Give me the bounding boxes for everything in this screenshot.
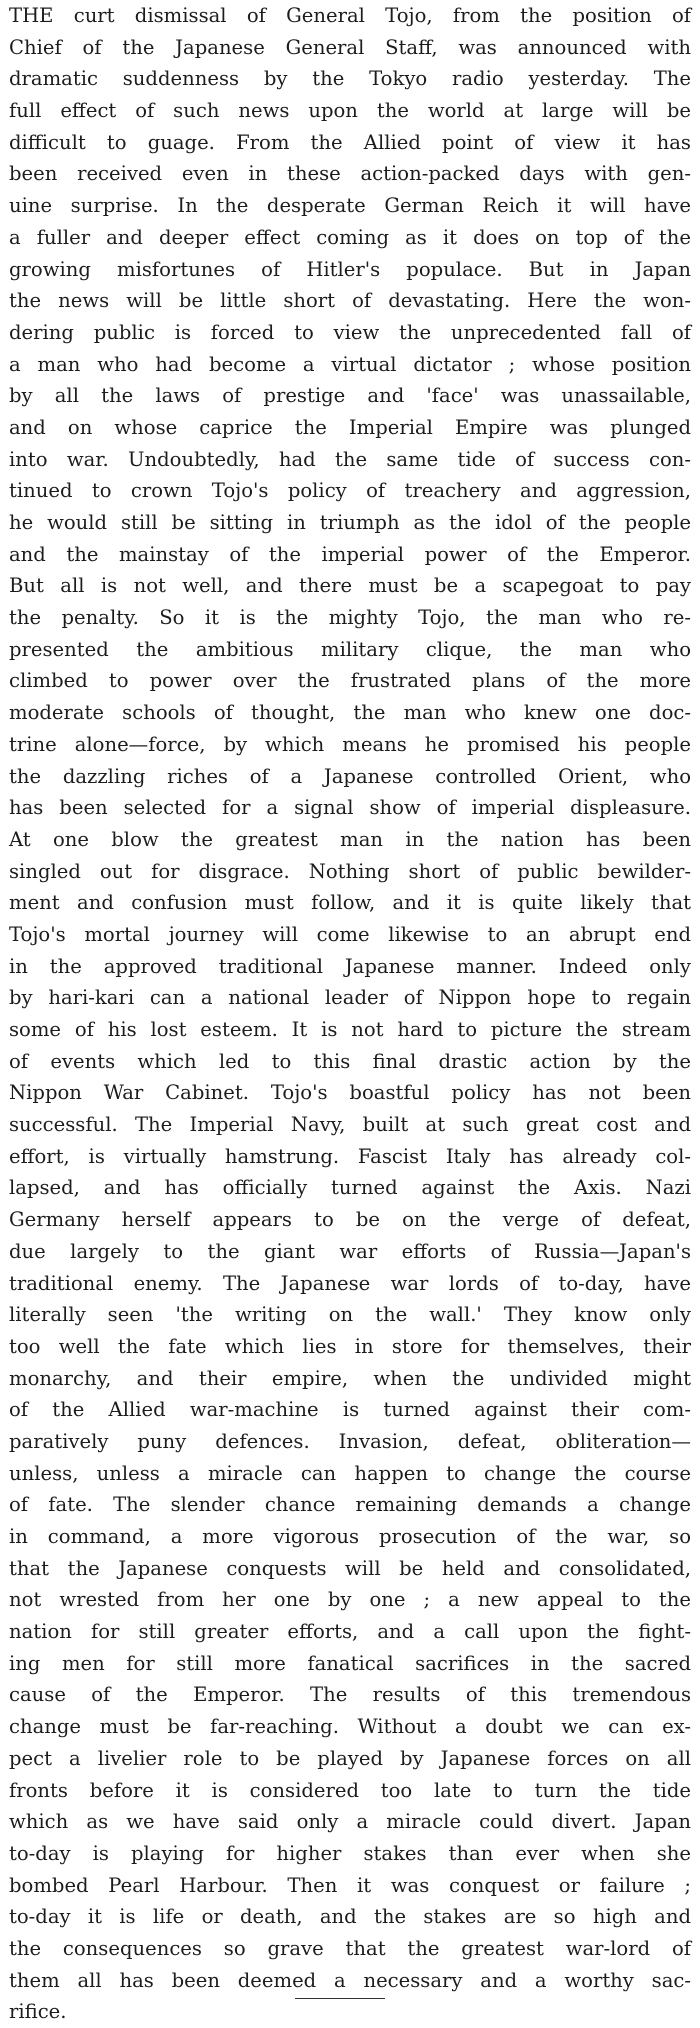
article-line: difficult to guage. From the Allied point of view it has	[9, 130, 691, 154]
article-line: trine alone—force, by which means he promised his people	[9, 732, 691, 756]
article-line: THE curt dismissal of General Tojo, from the position of	[9, 4, 691, 27]
article-line: monarchy, and their empire, when the undivided might	[9, 1366, 691, 1390]
article-line: into war. Undoubtedly, had the same tide of success con-	[9, 447, 691, 471]
article-line: not wrested from her one by one ; a new appeal to the	[9, 1588, 691, 1612]
article-line: tinued to crown Tojo's policy of treachery and aggression,	[9, 479, 691, 503]
article-line: unless, unless a miracle can happen to change the course	[9, 1461, 691, 1485]
article-line: in command, a more vigorous prosecution of the war, so	[9, 1525, 691, 1548]
article-line: too well the fate which lies in store for themselves, their	[9, 1334, 691, 1358]
article-line: the consequences so grave that the greatest war-lord of	[9, 1936, 691, 1960]
article-line: of fate. The slender chance remaining demands a change	[9, 1493, 691, 1517]
article-line: nation for still greater efforts, and a call upon the fight-	[9, 1620, 691, 1644]
closing-rule	[295, 1998, 385, 1999]
article-line: the penalty. So it is the mighty Tojo, the man who re-	[9, 606, 691, 630]
article-line: and the mainstay of the imperial power of the Emperor.	[9, 542, 691, 566]
article-line: the dazzling riches of a Japanese controlled Orient, who	[9, 764, 691, 788]
article-line: dering public is forced to view the unprecedented fall of	[9, 320, 691, 344]
article-line: them all has been deemed a necessary and a worthy sac-	[9, 1968, 691, 1992]
article-line: of the Allied war-machine is turned against their com-	[9, 1398, 691, 1422]
article-line: singled out for disgrace. Nothing short of public bewilder-	[9, 859, 691, 883]
article-line: literally seen 'the writing on the wall.' They know only	[9, 1303, 691, 1327]
article-line: bombed Pearl Harbour. Then it was conquest or failure ;	[9, 1873, 691, 1897]
article-line: ing men for still more fanatical sacrifices in the sacred	[9, 1651, 691, 1675]
article-line: full effect of such news upon the world at large will be	[9, 99, 691, 123]
article-line: fronts before it is considered too late to turn the tide	[9, 1778, 691, 1802]
article-line: has been selected for a signal show of imperial displeasure.	[9, 796, 691, 820]
article-line: due largely to the giant war efforts of Russia—Japan's	[9, 1239, 691, 1263]
article-line: of events which led to this final drastic action by the	[9, 1049, 691, 1073]
article-line: a man who had become a virtual dictator ; whose position	[9, 352, 691, 376]
article-line: paratively puny defences. Invasion, defeat, obliteration—	[9, 1429, 691, 1453]
article-line: traditional enemy. The Japanese war lords of to-day, have	[9, 1271, 691, 1295]
article-line: effort, is virtually hamstrung. Fascist Italy has already col-	[9, 1144, 691, 1168]
article-line: been received even in these action-packed days with gen-	[9, 162, 691, 186]
article-line: ment and confusion must follow, and it is quite likely that	[9, 891, 691, 915]
article-line: dramatic suddenness by the Tokyo radio yesterday. The	[9, 67, 691, 91]
article-line: Germany herself appears to be on the verge of defeat,	[9, 1208, 691, 1232]
article-line: by all the laws of prestige and 'face' was unassailable,	[9, 384, 691, 408]
article-line: pect a livelier role to be played by Japanese forces on all	[9, 1746, 691, 1770]
article-line: rifice.	[9, 2000, 67, 2024]
article-line: a fuller and deeper effect coming as it does on top of the	[9, 225, 691, 249]
article-line: to-day it is life or death, and the stakes are so high and	[9, 1905, 691, 1929]
article-line: Nippon War Cabinet. Tojo's boastful policy has not been	[9, 1081, 691, 1105]
article-line: Chief of the Japanese General Staff, was announced with	[9, 35, 691, 59]
article-line: which as we have said only a miracle could divert. Japan	[9, 1810, 691, 1834]
article-line: uine surprise. In the desperate German Reich it will have	[9, 194, 691, 218]
article-line: and on whose caprice the Imperial Empire was plunged	[9, 415, 691, 439]
article-line: Tojo's mortal journey will come likewise to an abrupt end	[9, 922, 691, 946]
article-line: At one blow the greatest man in the nation has been	[9, 827, 691, 851]
article-line: by hari-kari can a national leader of Nippon hope to regain	[9, 986, 691, 1010]
article-line: he would still be sitting in triumph as the idol of the people	[9, 511, 691, 534]
article-line: presented the ambitious military clique, the man who	[9, 637, 691, 661]
article-line: cause of the Emperor. The results of this tremendous	[9, 1683, 691, 1707]
article-line: in the approved traditional Japanese manner. Indeed only	[9, 954, 691, 978]
article-line: lapsed, and has officially turned against the Axis. Nazi	[9, 1176, 691, 1200]
article-line: But all is not well, and there must be a scapegoat to pay	[9, 574, 691, 598]
article-line: the news will be little short of devastating. Here the won-	[9, 289, 691, 313]
article-line: change must be far-reaching. Without a doubt we can ex-	[9, 1715, 691, 1739]
article-line: that the Japanese conquests will be held and consolidated,	[9, 1556, 691, 1580]
article-line: growing misfortunes of Hitler's populace. But in Japan	[9, 257, 691, 281]
article-line: climbed to power over the frustrated plans of the more	[9, 669, 691, 693]
article-line: to-day is playing for higher stakes than ever when she	[9, 1841, 691, 1865]
article-line: moderate schools of thought, the man who knew one doc-	[9, 701, 691, 725]
article-line: successful. The Imperial Navy, built at such great cost and	[9, 1113, 691, 1137]
article-body	[9, 0, 691, 2028]
article-line: some of his lost esteem. It is not hard to picture the stream	[9, 1018, 691, 1041]
